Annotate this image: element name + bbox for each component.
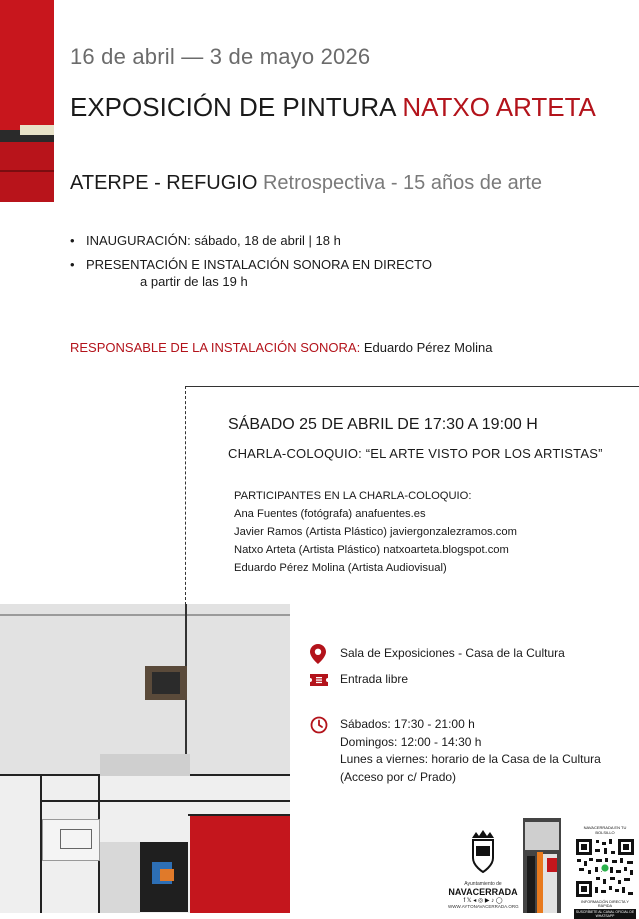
credit-label: RESPONSABLE DE LA INSTALACIÓN SONORA:: [70, 340, 361, 355]
event-list: [70, 233, 432, 289]
hours-block: [310, 716, 601, 784]
event-time: a partir de las 19 h: [140, 274, 248, 289]
coat-of-arms-icon: [448, 828, 518, 878]
participant-item: Natxo Arteta (Artista Plástico) natxoarteta.blogspot.com: [234, 544, 509, 556]
hours-item: Lunes a viernes: horario de la Casa de la Cultura: [340, 752, 601, 766]
event-item-presentation: [70, 257, 432, 272]
venue-row: [310, 644, 565, 667]
participant-item: Eduardo Pérez Molina (Artista Audiovisual): [234, 562, 447, 574]
artist-name: NATXO ARTETA: [402, 92, 596, 122]
qr-caption-bottom2: SUSCRÍBETE AL CANAL OFICIAL DE WHATSAPP: [575, 910, 635, 918]
title-prefix: EXPOSICIÓN DE PINTURA: [70, 92, 396, 122]
talk-date: SÁBADO 25 DE ABRIL DE 17:30 A 19:00 H: [228, 416, 538, 433]
subtitle-main: ATERPE - REFUGIO: [70, 172, 258, 194]
date-range: 16 de abril — 3 de mayo 2026: [70, 44, 371, 69]
qr-block: [574, 825, 636, 918]
talk-title: CHARLA-COLOQUIO: “EL ARTE VISTO POR LOS ARTISTAS”: [228, 446, 603, 461]
town-hall-logo: [448, 828, 518, 908]
social-icons: f 𝕏 ◂ ◎ ▶ ♪ ◯: [463, 898, 503, 904]
bullet-icon: •: [70, 233, 75, 248]
event-item-inauguration: [70, 233, 432, 248]
participant-item: Javier Ramos (Artista Plástico) javiergonzalezramos.com: [234, 526, 517, 538]
participants-list: [234, 487, 517, 577]
hours-list: [340, 716, 601, 786]
artwork-top-left: [0, 0, 54, 202]
event-text: PRESENTACIÓN E INSTALACIÓN SONORA EN DIRECTO: [86, 257, 433, 272]
org-web: WWW.AYTONAVACERRADA.ORG: [448, 904, 519, 909]
ticket-icon: [310, 674, 328, 686]
hours-item: (Acceso por c/ Prado): [340, 769, 457, 784]
qr-caption-bottom: INFORMACIÓN DIRECTA Y RÁPIDA: [581, 900, 629, 908]
location-pin-icon: [310, 644, 326, 664]
exhibition-title: [70, 92, 596, 123]
entry-row: [310, 672, 409, 689]
artwork-bottom-right: [523, 818, 561, 913]
qr-caption-top: NAVACERRADA EN TU BOLSILLO: [583, 825, 627, 835]
artwork-bottom-left: [0, 604, 290, 913]
sound-installation-credit: [70, 340, 492, 355]
hours-item: Sábados: 17:30 - 21:00 h: [340, 717, 475, 731]
event-text: INAUGURACIÓN: sábado, 18 de abril | 18 h: [86, 233, 341, 248]
org-name: NAVACERRADA: [448, 887, 518, 897]
entry-text: Entrada libre: [340, 672, 409, 686]
bullet-icon: •: [70, 257, 75, 272]
venue-text: Sala de Exposiciones - Casa de la Cultura: [340, 646, 565, 660]
participants-heading: PARTICIPANTES EN LA CHARLA-COLOQUIO:: [234, 490, 472, 502]
credit-name: Eduardo Pérez Molina: [363, 340, 493, 355]
hours-item: Domingos: 12:00 - 14:30 h: [340, 734, 482, 749]
qr-code[interactable]: [574, 837, 636, 899]
participant-item: Ana Fuentes (fotógrafa) anafuentes.es: [234, 508, 426, 520]
clock-icon: [310, 716, 328, 734]
exhibition-subtitle: [70, 172, 542, 195]
org-line1: Ayuntamiento de: [464, 881, 502, 887]
subtitle-secondary: Retrospectiva - 15 años de arte: [262, 172, 543, 194]
